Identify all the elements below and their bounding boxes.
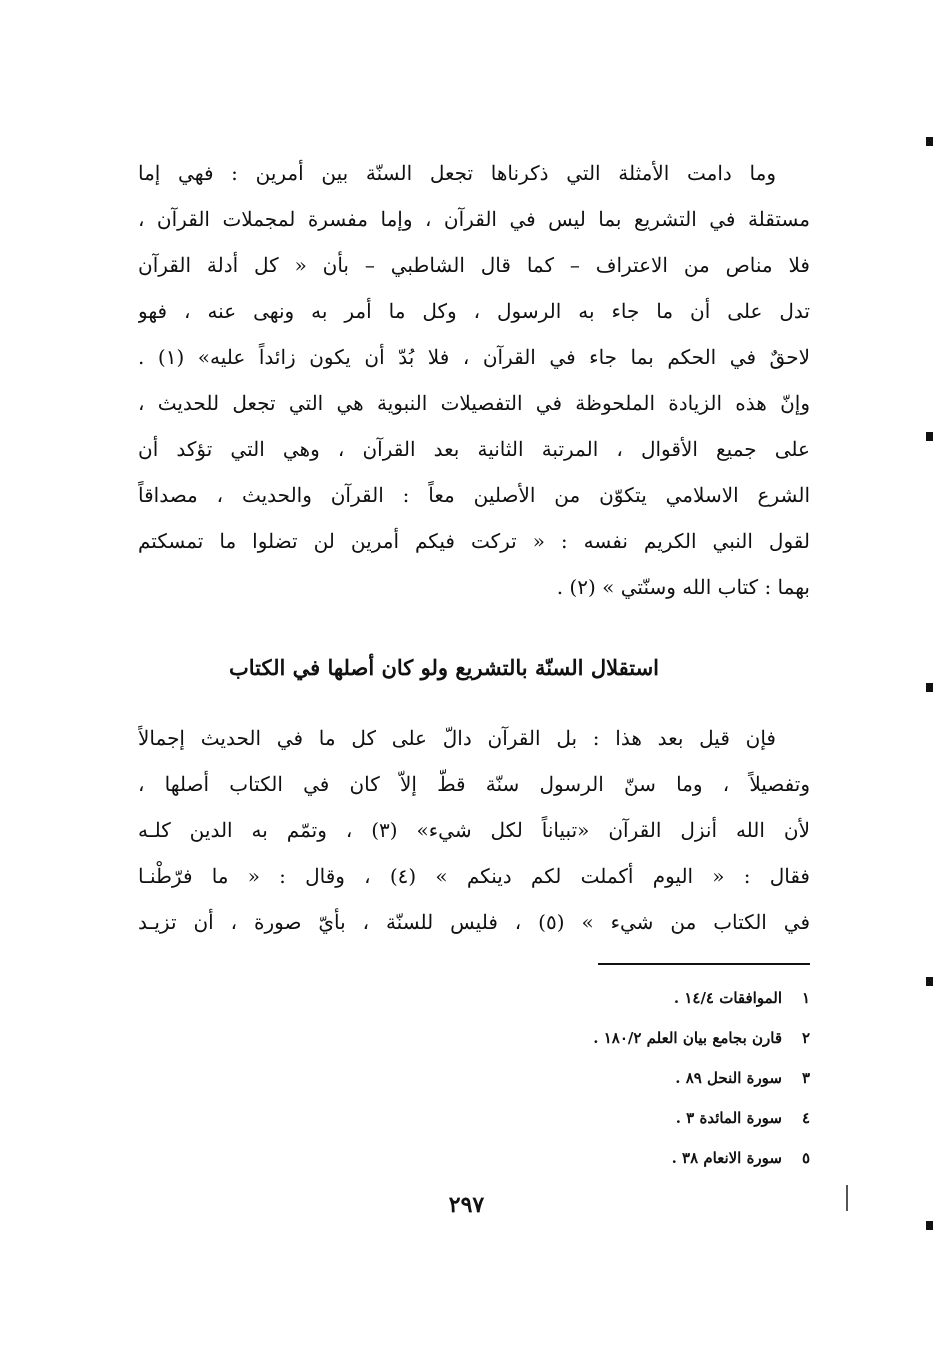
text-line: وما دامت الأمثلة التي ذكرناها تجعل السنّة بين أمرين : فهي إما	[138, 161, 776, 185]
text-line: مستقلة في التشريع بما ليس في القرآن ، وإما مفسرة لمجملات القرآن ،	[138, 207, 810, 231]
paragraph-3	[138, 715, 810, 945]
text-line: الشرع الاسلامي يتكوّن من الأصلين معاً : القرآن والحديث ، مصداقاً	[138, 483, 810, 507]
text-line: لاحقٌ في الحكم بما جاء في القرآن ، فلا بُدّ أن يكون زائداً عليه» (١) .	[138, 345, 810, 369]
footnote-separator	[598, 963, 810, 965]
footnote-item	[400, 1098, 810, 1138]
text-line: وتفصيلاً ، وما سنّ الرسول سنّة قطّ إلاّ كان في الكتاب أصلها ،	[138, 772, 810, 796]
text-line: بهما : كتاب الله وسنّتي » (٢) .	[556, 575, 810, 599]
text-line: فقال : « اليوم أكملت لكم دينكم » (٤) ، وقال : « ما فرّطْنـا	[138, 864, 810, 888]
text-line: فلا مناص من الاعتراف – كما قال الشاطبي – بأن « كل أدلة القرآن	[138, 253, 810, 277]
footnote-number: ٣	[801, 1069, 810, 1087]
text-line: فإن قيل بعد هذا : بل القرآن دالّ على كل ما في الحديث إجمالاً	[138, 726, 776, 750]
footnote-text: الموافقات ١٤/٤ .	[673, 989, 782, 1007]
text-line: لأن الله أنزل القرآن «تبياناً لكل شيء» (٣) ، وتمّم به الدين كلـه	[138, 818, 810, 842]
footnote-item	[400, 1138, 810, 1178]
footnote-text: سورة الانعام ٣٨ .	[671, 1149, 782, 1167]
paragraph-1	[138, 150, 810, 380]
footnote-number: ٤	[801, 1109, 810, 1127]
page-number: ٢٩٧	[448, 1192, 485, 1218]
text-line: في الكتاب من شيء » (٥) ، فليس للسنّة ، بأيّ صورة ، أن تزيـد	[138, 910, 810, 934]
edge-mark	[926, 683, 933, 692]
text-line: على جميع الأقوال ، المرتبة الثانية بعد القرآن ، وهي التي تؤكد أن	[138, 437, 810, 461]
footnote-text: سورة المائدة ٣ .	[675, 1109, 782, 1127]
edge-mark	[926, 137, 933, 146]
footnotes	[400, 978, 810, 1178]
text-line: تدل على أن ما جاء به الرسول ، وكل ما أمر به ونهى عنه ، فهو	[138, 299, 810, 323]
edge-mark	[926, 1221, 933, 1230]
edge-mark	[926, 432, 933, 441]
footnote-text: قارن بجامع بيان العلم ١٨٠/٢ .	[593, 1029, 782, 1047]
footnote-number: ٥	[801, 1149, 810, 1167]
footnote-number: ١	[801, 989, 810, 1007]
text-line: لقول النبي الكريم نفسه : « تركت فيكم أمرين لن تضلوا ما تمسكتم	[138, 529, 810, 553]
section-heading: استقلال السنّة بالتشريع ولو كان أصلها في الكتاب	[228, 655, 660, 680]
scan-artifact	[846, 1185, 848, 1211]
footnote-item	[400, 1018, 810, 1058]
text-line: وإنّ هذه الزيادة الملحوظة في التفصيلات النبوية هي التي تجعل للحديث ،	[138, 391, 810, 415]
footnote-item	[400, 978, 810, 1018]
paragraph-2	[138, 380, 810, 610]
footnote-item	[400, 1058, 810, 1098]
edge-mark	[926, 977, 933, 986]
footnote-number: ٢	[801, 1029, 810, 1047]
footnote-text: سورة النحل ٨٩ .	[675, 1069, 782, 1087]
